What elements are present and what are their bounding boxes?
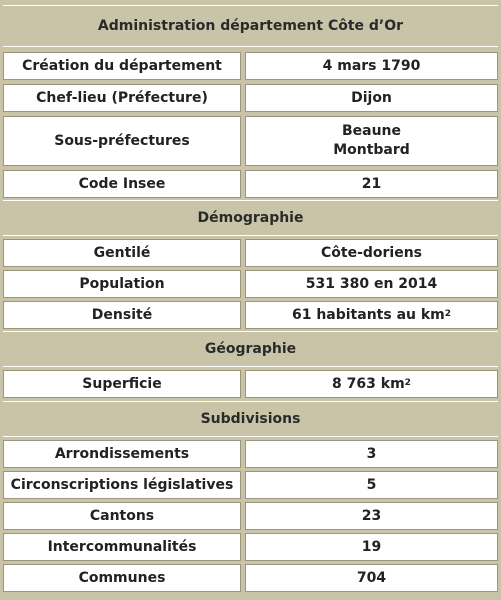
densite-exponent: 2 bbox=[444, 308, 452, 319]
table-row-creation bbox=[3, 52, 498, 80]
creation-label: Création du département bbox=[3, 52, 241, 80]
section-header-geographie bbox=[3, 331, 498, 367]
arrondissements-value: 3 bbox=[245, 440, 498, 468]
sous-prefecture-montbard: Montbard bbox=[333, 142, 410, 158]
chef-lieu-label: Chef-lieu (Préfecture) bbox=[3, 84, 241, 112]
communes-value: 704 bbox=[245, 564, 498, 592]
table-row-chef-lieu bbox=[3, 84, 498, 112]
geographie-title: Géographie bbox=[204, 341, 297, 357]
chef-lieu-value: Dijon bbox=[245, 84, 498, 112]
gentile-value: Côte-doriens bbox=[245, 239, 498, 267]
table-row-sous-prefectures bbox=[3, 116, 498, 166]
table-row-population bbox=[3, 270, 498, 298]
table-title-text: Administration département Côte d’Or bbox=[97, 18, 404, 34]
table-row-gentile bbox=[3, 239, 498, 267]
arrondissements-label: Arrondissements bbox=[3, 440, 241, 468]
intercommunalites-value: 19 bbox=[245, 533, 498, 561]
population-label: Population bbox=[3, 270, 241, 298]
cantons-value: 23 bbox=[245, 502, 498, 530]
intercommunalites-label: Intercommunalités bbox=[3, 533, 241, 561]
table-title bbox=[3, 5, 498, 47]
superficie-label: Superficie bbox=[3, 370, 241, 398]
sous-prefecture-beaune: Beaune bbox=[341, 123, 402, 139]
creation-value: 4 mars 1790 bbox=[245, 52, 498, 80]
subdivisions-title: Subdivisions bbox=[200, 411, 301, 427]
table-row-circonscriptions bbox=[3, 471, 498, 499]
superficie-exponent: 2 bbox=[404, 377, 411, 388]
table-row-intercommunalites bbox=[3, 533, 498, 561]
section-header-subdivisions bbox=[3, 401, 498, 437]
demographie-title: Démographie bbox=[197, 210, 304, 226]
circonscriptions-label: Circonscriptions législatives bbox=[3, 471, 241, 499]
table-row-communes bbox=[3, 564, 498, 592]
circonscriptions-value: 5 bbox=[245, 471, 498, 499]
table-row-arrondissements bbox=[3, 440, 498, 468]
code-insee-label: Code Insee bbox=[3, 170, 241, 198]
section-header-demographie bbox=[3, 200, 498, 236]
table-row-cantons bbox=[3, 502, 498, 530]
superficie-value: 8 763 $km^2$ bbox=[245, 370, 498, 398]
communes-label: Communes bbox=[3, 564, 241, 592]
table-row-superficie bbox=[3, 370, 498, 398]
densite-label: Densité bbox=[3, 301, 241, 329]
cantons-label: Cantons bbox=[3, 502, 241, 530]
code-insee-value: 21 bbox=[245, 170, 498, 198]
population-value: 531 380 en 2014 bbox=[245, 270, 498, 298]
table-row-code-insee bbox=[3, 170, 498, 198]
gentile-label: Gentilé bbox=[3, 239, 241, 267]
sous-prefectures-value bbox=[245, 116, 498, 166]
table-row-densite bbox=[3, 301, 498, 329]
densite-value: 61 habitants au $km^2$ bbox=[245, 301, 498, 329]
sous-prefectures-label: Sous-préfectures bbox=[3, 116, 241, 166]
